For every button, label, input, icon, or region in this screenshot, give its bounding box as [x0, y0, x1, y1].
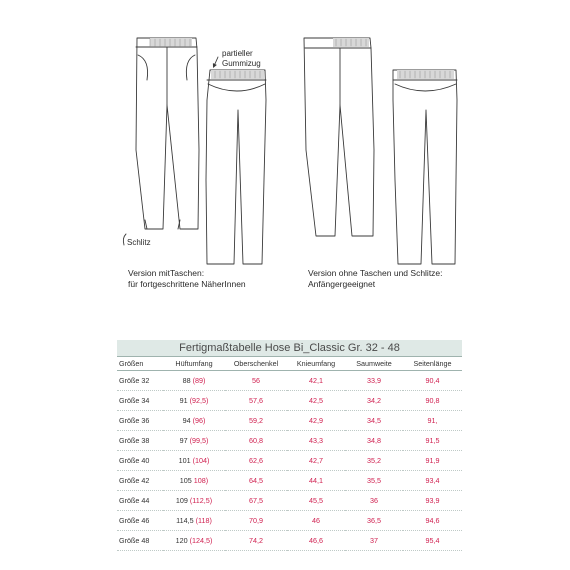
knee-cell: 42,9 — [287, 411, 345, 431]
hip-alt-value: 108) — [193, 476, 209, 485]
knee-cell: 44,1 — [287, 471, 345, 491]
table-title: Fertigmaßtabelle Hose Bi_Classic Gr. 32 - 48 — [117, 340, 462, 357]
hip-cell — [163, 471, 225, 491]
side-length-cell: 91,9 — [403, 451, 462, 471]
hip-alt-value: (104) — [192, 456, 210, 465]
front-view-with-pockets — [136, 38, 199, 229]
caption-without-pockets — [308, 268, 443, 289]
header-knee: Knieumfang — [287, 357, 345, 371]
hip-cell — [163, 491, 225, 511]
hem-cell: 37 — [345, 531, 403, 551]
table-row — [117, 451, 462, 471]
hip-alt-value: (92,5) — [189, 396, 209, 405]
hem-cell: 34,2 — [345, 391, 403, 411]
elastic-label — [222, 49, 261, 69]
slit-label: Schlitz — [127, 238, 151, 247]
thigh-cell: 70,9 — [225, 511, 287, 531]
hip-value: 88 — [182, 376, 191, 385]
thigh-cell: 57,6 — [225, 391, 287, 411]
hip-alt-value: (124,5) — [189, 536, 213, 545]
hem-cell: 34,5 — [345, 411, 403, 431]
knee-cell: 45,5 — [287, 491, 345, 511]
size-cell: Größe 36 — [117, 411, 163, 431]
size-cell: Größe 32 — [117, 371, 163, 391]
side-length-cell: 93,4 — [403, 471, 462, 491]
hem-cell: 36,5 — [345, 511, 403, 531]
back-view-with-elastic — [206, 57, 266, 264]
thigh-cell: 56 — [225, 371, 287, 391]
table-row — [117, 371, 462, 391]
thigh-cell: 74,2 — [225, 531, 287, 551]
size-cell: Größe 46 — [117, 511, 163, 531]
hip-alt-value: (118) — [195, 516, 212, 525]
slit-pointer — [123, 234, 126, 245]
table-header-row — [117, 357, 462, 371]
size-cell: Größe 38 — [117, 431, 163, 451]
back-view-without-pockets — [393, 70, 457, 264]
hip-value: 109 — [175, 496, 188, 505]
hip-value: 91 — [179, 396, 188, 405]
hip-alt-value: (112,5) — [189, 496, 213, 505]
hip-alt-value: (99,5) — [189, 436, 209, 445]
caption-with-pockets-line2: für fortgeschrittene NäherInnen — [128, 278, 246, 289]
caption-with-pockets-line1: Version mitTaschen: — [128, 268, 205, 278]
thigh-cell: 62,6 — [225, 451, 287, 471]
thigh-cell: 59,2 — [225, 411, 287, 431]
size-cell: Größe 42 — [117, 471, 163, 491]
caption-without-pockets-line1: Version ohne Taschen und Schlitze: — [308, 268, 443, 278]
hip-cell — [163, 531, 225, 551]
knee-cell: 42,7 — [287, 451, 345, 471]
side-length-cell: 90,8 — [403, 391, 462, 411]
header-sizes: Größen — [117, 357, 163, 371]
side-length-cell: 91, — [403, 411, 462, 431]
side-length-cell: 91,5 — [403, 431, 462, 451]
table-row — [117, 491, 462, 511]
hip-alt-value: (89) — [192, 376, 206, 385]
hip-cell — [163, 511, 225, 531]
table-row — [117, 431, 462, 451]
side-length-cell: 90,4 — [403, 371, 462, 391]
hem-cell: 34,8 — [345, 431, 403, 451]
hip-value: 94 — [182, 416, 191, 425]
table-row — [117, 511, 462, 531]
hip-cell — [163, 391, 225, 411]
size-cell: Größe 48 — [117, 531, 163, 551]
hem-cell: 35,2 — [345, 451, 403, 471]
table-row — [117, 471, 462, 491]
hip-value: 101 — [178, 456, 191, 465]
hip-alt-value: (96) — [192, 416, 206, 425]
hip-value: 105 — [179, 476, 192, 485]
elastic-label-line1: partieller — [222, 49, 253, 58]
side-length-cell: 95,4 — [403, 531, 462, 551]
side-length-cell: 94,6 — [403, 511, 462, 531]
thigh-cell: 60,8 — [225, 431, 287, 451]
knee-cell: 46 — [287, 511, 345, 531]
hip-value: 97 — [179, 436, 188, 445]
hem-cell: 36 — [345, 491, 403, 511]
knee-cell: 46,6 — [287, 531, 345, 551]
caption-with-pockets — [128, 268, 246, 289]
thigh-cell: 67,5 — [225, 491, 287, 511]
hip-value: 114,5 — [176, 516, 194, 525]
size-cell: Größe 34 — [117, 391, 163, 411]
elastic-label-line2: Gummizug — [222, 59, 261, 68]
front-view-without-pockets — [304, 38, 374, 236]
hip-cell — [163, 411, 225, 431]
table-row — [117, 531, 462, 551]
header-hip: Hüftumfang — [163, 357, 225, 371]
header-hem: Saumweite — [345, 357, 403, 371]
knee-cell: 42,1 — [287, 371, 345, 391]
hem-cell: 33,9 — [345, 371, 403, 391]
header-thigh: Oberschenkel — [225, 357, 287, 371]
thigh-cell: 64,5 — [225, 471, 287, 491]
hip-value: 120 — [175, 536, 188, 545]
hem-cell: 35,5 — [345, 471, 403, 491]
knee-cell: 43,3 — [287, 431, 345, 451]
hip-cell — [163, 431, 225, 451]
hip-cell — [163, 371, 225, 391]
finished-measurements-table — [117, 340, 462, 551]
table-row — [117, 411, 462, 431]
knee-cell: 42,5 — [287, 391, 345, 411]
size-cell: Größe 40 — [117, 451, 163, 471]
size-cell: Größe 44 — [117, 491, 163, 511]
side-length-cell: 93,9 — [403, 491, 462, 511]
header-side-length: Seitenlänge — [403, 357, 462, 371]
table-row — [117, 391, 462, 411]
hip-cell — [163, 451, 225, 471]
caption-without-pockets-line2: Anfängergeeignet — [308, 278, 376, 289]
